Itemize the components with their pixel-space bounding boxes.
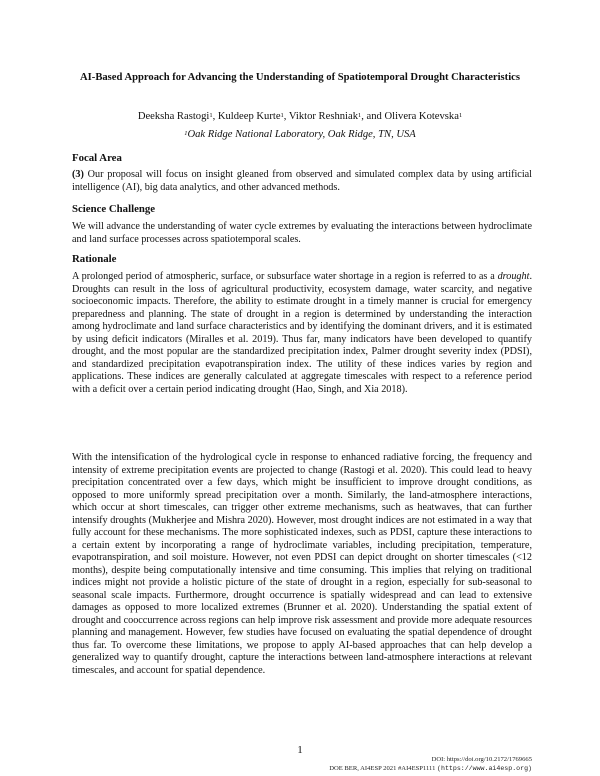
affiliation-marker: 1 (458, 112, 463, 119)
affiliation-marker: 1 (184, 130, 188, 137)
heading-focal-area: Focal Area (72, 152, 122, 164)
rationale-paragraph-2: With the intensification of the hydrological cycle in response to enhanced radiative forcing, the frequency and intensity of extreme precipitation events are projected to change (Rastogi et al. 2020). This could lead to heavy precipitation concentrated over a few days, which might be insufficient to improve drought conditions, as opposed to more uniformly spread precipitation over a month. Similarly, the land-atmosphere interactions, which occur at short timescales, can trigger other extreme mechanisms, such as heatwaves, that can further intensify droughts (Mukherjee and Mishra 2020). However, most drought indices are not estimated in a way that fully account for these mechanisms. The more sophisticated indexes, such as PDSI, capture these interactions to a certain extent by incorporating a range of hydroclimate variables, including precipitation, temperature, evapotranspiration, and soil moisture. However, not even PDSI can depict drought on shorter timescales (<12 months), despite being computationally intensive and time consuming. This implies that relying on traditional indices might not provide a holistic picture of the state of drought in a region, especially for sub-seasonal to seasonal scale impacts. Furthermore, drought occurrence is spatially widespread and can lead to extensive damages as opposed to more localized extremes (Brunner et al. 2020). Understanding the spatial extent of drought and cooccurrence across regions can help improve risk assessment and provide more adequate resources planning and management. However, few studies have focused on evaluating the spatial dependence of drought thus far. To overcome these limitations, we propose to apply AI-based approaches that can help develop a generalized way to quantify drought, capture the interactions between land-atmosphere interactions at relevant timescales, and account for spatial dependence. (72, 452, 532, 676)
affiliation-text: Oak Ridge National Laboratory, Oak Ridge, TN, USA (187, 129, 416, 140)
affiliation-marker: 1 (209, 112, 213, 119)
author-separator: , (283, 111, 289, 122)
footer-doi: DOI: https://doi.org/10.2172/1769665 (431, 756, 532, 763)
affiliation (60, 128, 540, 141)
author-name: Kuldeep Kurte (217, 111, 281, 122)
rationale-paragraph-1 (72, 271, 532, 396)
emphasis-drought: drought (497, 271, 530, 282)
author-name: Deeksha Rastogi (137, 111, 210, 122)
affiliation-marker: 1 (280, 112, 284, 119)
author-separator: , and (361, 111, 385, 122)
author-list (60, 110, 540, 123)
paper-title: AI-Based Approach for Advancing the Understanding of Spatiotemporal Drought Characteristics (80, 72, 520, 83)
rationale-text: . Droughts can result in the loss of agricultural productivity, ecosystem damage, water scarcity, and negative socioeconomic impacts. Therefore, the ability to estimate drought in a timely manner is crucial for emergency preparedness and planning. The state of drought in a region is determined by understanding the interaction among hydroclimate and land surface characteristics and by identifying the dominant drivers, and it is estimated by using deficit indicators (Miralles et al. 2019). Thus far, many indicators have been developed to quantify drought, and the most popular are the standardized precipitation index, Palmer drought severity index (PDSI), and standardized precipitation evapotranspiration index. The utility of these indices varies by region and applications. These indices are generally calculated at aggregate timescales with respect to a reference period with a deficit over a certain period indicating drought (Hao, Singh, and Xia 2018). (72, 271, 532, 395)
footer-citation (329, 764, 532, 773)
page-number: 1 (297, 744, 303, 756)
focal-area-body: Our proposal will focus on insight gleaned from observed and simulated complex data by using artificial intelligence (AI), big data analytics, and other advanced methods. (72, 169, 532, 193)
rationale-text: A prolonged period of atmospheric, surface, or subsurface water shortage in a region is referred to as a (72, 271, 498, 282)
author-name: Viktor Reshniak (288, 111, 358, 122)
author-name: Olivera Kotevska (384, 111, 459, 122)
affiliation-marker: 1 (358, 112, 362, 119)
heading-science-challenge: Science Challenge (72, 203, 156, 215)
author-separator: , (212, 111, 218, 122)
footer-citation-text: DOE BER, AI4ESP 2021 #AI4ESP1111 (329, 765, 438, 772)
focal-area-text (72, 169, 532, 194)
focal-area-number: (3) (72, 169, 84, 180)
footer-url: (https://www.ai4esp.org) (437, 765, 532, 772)
heading-rationale: Rationale (72, 253, 117, 265)
science-challenge-text: We will advance the understanding of water cycle extremes by evaluating the interactions between hydroclimate and land surface processes across spatiotemporal scales. (72, 221, 532, 245)
